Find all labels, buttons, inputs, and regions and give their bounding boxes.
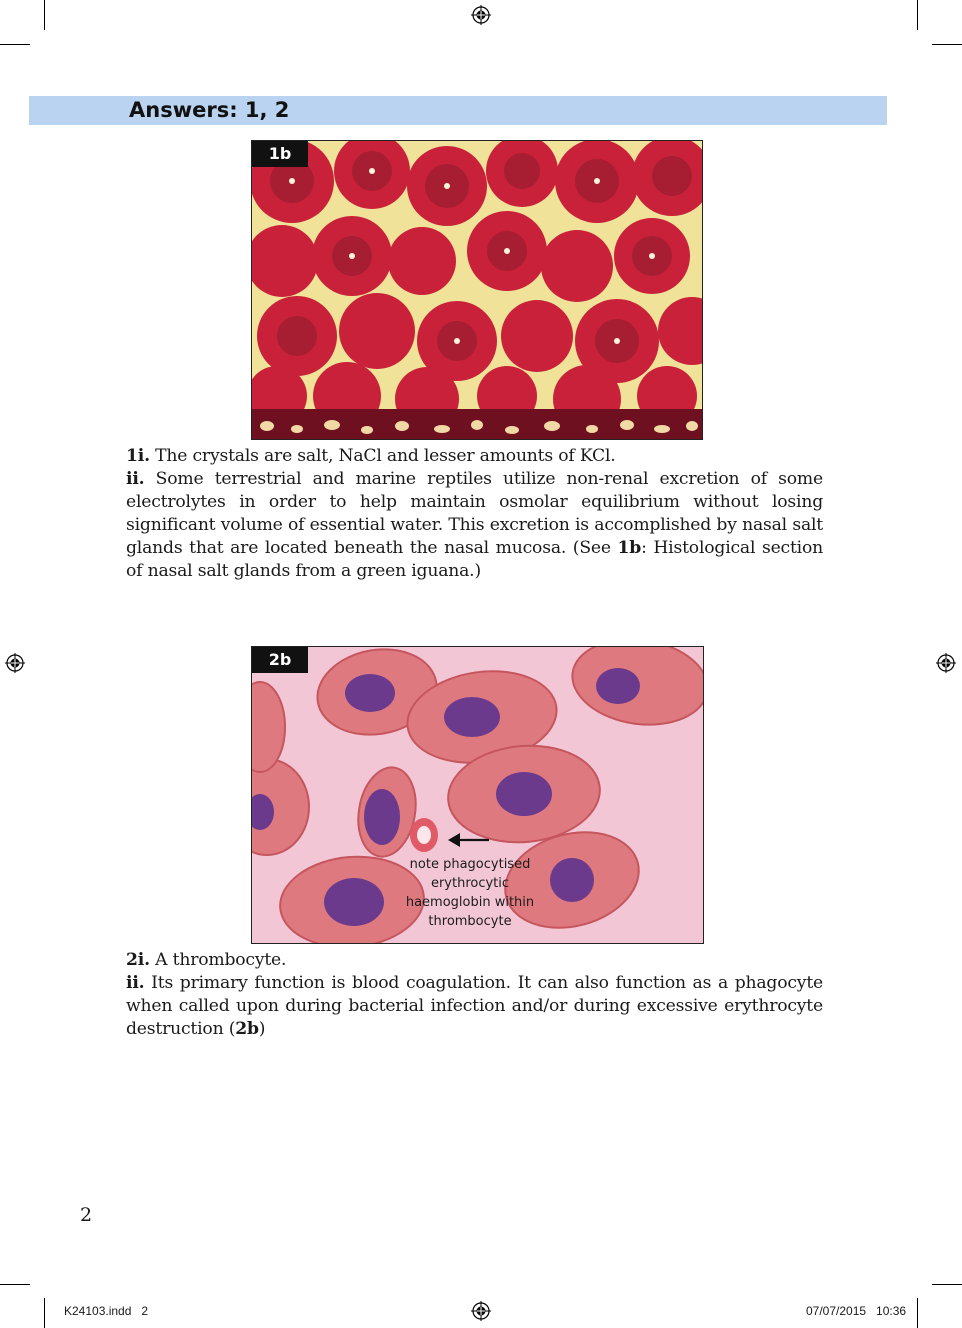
figure-reference: 1b <box>617 538 642 558</box>
section-title: Answers: 1, 2 <box>129 98 290 122</box>
registration-mark-icon <box>471 1301 491 1321</box>
registration-mark-icon <box>936 653 956 673</box>
crop-mark <box>917 1298 918 1328</box>
crop-mark <box>44 1298 45 1328</box>
answer-text: The crystals are salt, NaCl and lesser amounts of KCl. <box>149 446 616 466</box>
page-number: 2 <box>80 1204 93 1226</box>
crop-mark <box>0 1284 30 1285</box>
answer-2-text <box>126 949 823 1041</box>
answer-number: ii. <box>126 469 145 489</box>
figure-reference: 2b <box>235 1019 259 1039</box>
answer-text: A thrombocyte. <box>149 950 287 970</box>
registration-mark-icon <box>471 5 491 25</box>
answer-text: Some terrestrial and marine reptiles utilize non-renal excretion of some electrolytes in order to help maintain osmolar equilibrium without losing significant volume of essential water. This excretion is accomplished by nasal salt glands that are located beneath the nasal mucosa. (See <box>126 469 823 558</box>
registration-mark-icon <box>5 653 25 673</box>
answer-2i <box>126 949 823 972</box>
crop-mark <box>44 0 45 30</box>
footer-timestamp: 07/07/2015 10:36 <box>806 1304 907 1318</box>
figure-2b <box>251 646 704 944</box>
answer-2ii <box>126 972 823 1041</box>
answer-number: 1i. <box>126 446 150 466</box>
figure-1b <box>251 140 703 440</box>
answer-text: : Histological section of nasal salt glands from a green iguana.) <box>126 538 823 581</box>
figure-label: 2b <box>252 647 308 673</box>
figure-annotation: note phagocytised erythrocytic haemoglobin within thrombocyte <box>405 857 535 929</box>
figure-label: 1b <box>252 141 308 167</box>
answer-text: ) <box>258 1019 266 1039</box>
answer-1ii <box>126 468 823 583</box>
footer-file-info: K24103.indd 2 <box>64 1304 149 1318</box>
crop-mark <box>932 44 962 45</box>
histology-image <box>252 141 702 439</box>
crop-mark <box>932 1284 962 1285</box>
crop-mark <box>0 44 30 45</box>
crop-mark <box>917 0 918 30</box>
answer-1-text <box>126 445 823 583</box>
answer-number: 2i. <box>126 950 150 970</box>
answer-text: Its primary function is blood coagulation. It can also function as a phagocyte when called upon during bacterial infection and/or during excessive erythrocyte destruction ( <box>126 973 823 1039</box>
answer-number: ii. <box>126 973 145 993</box>
answer-1i <box>126 445 823 468</box>
